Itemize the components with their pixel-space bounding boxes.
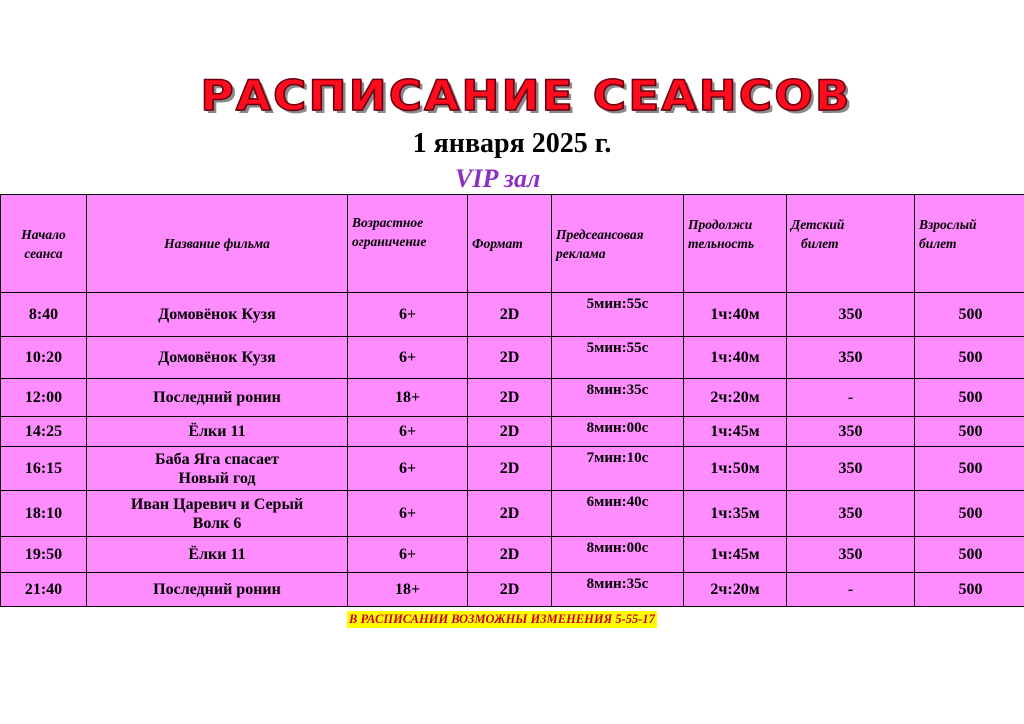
cell-ad: 8мин:35с: [552, 573, 684, 607]
cell-start: 19:50: [1, 537, 87, 573]
cell-start: 16:15: [1, 447, 87, 491]
cell-format: 2D: [468, 573, 552, 607]
cell-adult-price: 500: [915, 573, 1024, 607]
cell-child-price: 350: [787, 447, 915, 491]
schedule-table: [0, 194, 1024, 607]
cell-age: 18+: [348, 379, 468, 417]
cell-film: Ёлки 11: [87, 537, 348, 573]
table-header-row: [1, 195, 1024, 293]
col-header-duration: Продолжи тельность: [684, 195, 787, 293]
cell-film: Домовёнок Кузя: [87, 337, 348, 379]
table-row: [1, 573, 1024, 607]
cell-child-price: 350: [787, 417, 915, 447]
col-header-adult-ticket: Взрослый билет: [915, 195, 1024, 293]
col-header-film: Название фильма: [87, 195, 348, 293]
col-header-age: Возрастное ограничение: [348, 195, 468, 293]
schedule-notice: В РАСПИСАНИИ ВОЗМОЖНЫ ИЗМЕНЕНИЯ 5-55-17: [349, 612, 655, 626]
cell-duration: 1ч:45м: [684, 537, 787, 573]
cell-child-price: -: [787, 573, 915, 607]
cell-ad: 8мин:00с: [552, 537, 684, 573]
table-row: [1, 337, 1024, 379]
table-row: [1, 379, 1024, 417]
cell-format: 2D: [468, 379, 552, 417]
cell-ad: 5мин:55с: [552, 337, 684, 379]
cell-start: 12:00: [1, 379, 87, 417]
cell-start: 10:20: [1, 337, 87, 379]
cell-start: 8:40: [1, 293, 87, 337]
cell-format: 2D: [468, 337, 552, 379]
cell-adult-price: 500: [915, 379, 1024, 417]
cell-ad: 5мин:55с: [552, 293, 684, 337]
schedule-date: 1 января 2025 г.: [412, 128, 612, 159]
page-title: РАСПИСАНИЕ СЕАНСОВ: [200, 71, 852, 120]
cell-film: Ёлки 11: [87, 417, 348, 447]
table-row: [1, 491, 1024, 537]
cell-age: 6+: [348, 337, 468, 379]
cell-duration: 1ч:40м: [684, 337, 787, 379]
cell-format: 2D: [468, 537, 552, 573]
cell-age: 6+: [348, 491, 468, 537]
cell-age: 6+: [348, 293, 468, 337]
cell-age: 6+: [348, 417, 468, 447]
col-header-child-ticket: Детский билет: [787, 195, 915, 293]
cell-ad: 6мин:40с: [552, 491, 684, 537]
cell-child-price: 350: [787, 491, 915, 537]
cell-age: 6+: [348, 447, 468, 491]
cell-child-price: 350: [787, 537, 915, 573]
cell-child-price: 350: [787, 293, 915, 337]
col-header-ad: Предсеансовая реклама: [552, 195, 684, 293]
cell-ad: 8мин:35с: [552, 379, 684, 417]
cell-format: 2D: [468, 447, 552, 491]
col-header-start: Начало сеанса: [1, 195, 87, 293]
cell-film: Последний ронин: [87, 573, 348, 607]
cell-duration: 2ч:20м: [684, 573, 787, 607]
cell-duration: 1ч:40м: [684, 293, 787, 337]
cell-ad: 8мин:00с: [552, 417, 684, 447]
cell-adult-price: 500: [915, 337, 1024, 379]
cell-film: Последний ронин: [87, 379, 348, 417]
cell-start: 14:25: [1, 417, 87, 447]
cell-ad: 7мин:10с: [552, 447, 684, 491]
cell-duration: 1ч:45м: [684, 417, 787, 447]
cell-duration: 1ч:50м: [684, 447, 787, 491]
cell-start: 21:40: [1, 573, 87, 607]
table-row: [1, 293, 1024, 337]
cell-film: Иван Царевич и Серый Волк 6: [87, 491, 348, 537]
cell-film: Баба Яга спасает Новый год: [87, 447, 348, 491]
cell-format: 2D: [468, 417, 552, 447]
cell-age: 6+: [348, 537, 468, 573]
cell-start: 18:10: [1, 491, 87, 537]
table-row: [1, 537, 1024, 573]
cell-adult-price: 500: [915, 537, 1024, 573]
cell-adult-price: 500: [915, 491, 1024, 537]
cell-adult-price: 500: [915, 417, 1024, 447]
hall-name: VIP зал: [455, 164, 541, 193]
table-row: [1, 447, 1024, 491]
cell-child-price: 350: [787, 337, 915, 379]
cell-child-price: -: [787, 379, 915, 417]
table-row: [1, 417, 1024, 447]
col-header-format: Формат: [468, 195, 552, 293]
cell-format: 2D: [468, 293, 552, 337]
cell-duration: 2ч:20м: [684, 379, 787, 417]
cell-format: 2D: [468, 491, 552, 537]
cell-duration: 1ч:35м: [684, 491, 787, 537]
cell-adult-price: 500: [915, 293, 1024, 337]
cell-film: Домовёнок Кузя: [87, 293, 348, 337]
cell-age: 18+: [348, 573, 468, 607]
cell-adult-price: 500: [915, 447, 1024, 491]
